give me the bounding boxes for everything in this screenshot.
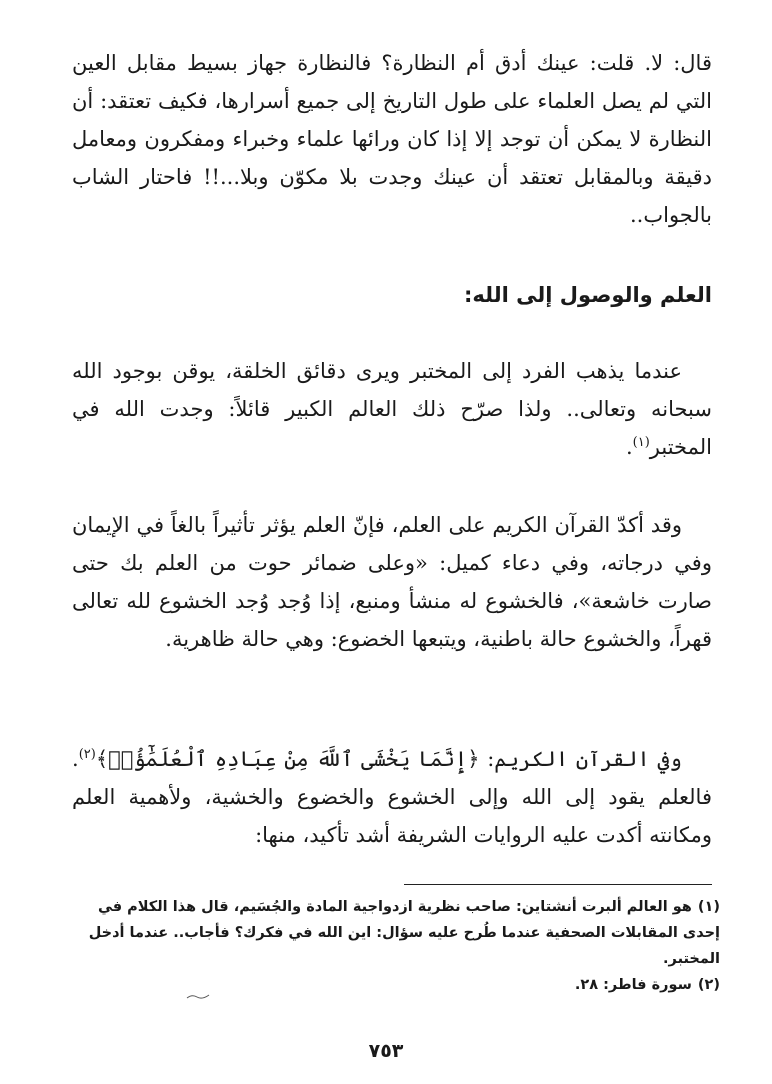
footnote-text: سورة فاطر: ٢٨.: [574, 977, 692, 993]
paragraph-quran-verse: [72, 740, 712, 854]
footnote-number: (١): [697, 899, 720, 915]
footnote-2: [72, 972, 720, 998]
footnotes: [72, 894, 720, 998]
paragraph-laboratory-text: عندما يذهب الفرد إلى المختبر ويرى دقائق الخلقة، يوقن بوجود الله سبحانه وتعالى.. ولذا صرّح ذلك العالم الكبير قائلاً: وجدت الله في المختبر: [72, 359, 712, 459]
paragraph-laboratory: [72, 352, 712, 466]
footnote-text: هو العالم ألبرت أنشتاين: صاحب نظرية ازدواجية المادة والجُسَيم، قال هذا الكلام في إحدى المقابلات الصحفية عندما طُرح عليه سؤال: اين الله في فكرك؟ فأجاب.. عندما أدخل المختبر.: [88, 899, 720, 967]
footnote-number: (٢): [697, 977, 720, 993]
footnote-ref-2: (٢): [78, 747, 96, 762]
quran-verse: ﴿إِنَّمَا يَخْشَى ٱللَّهَ مِنْ عِبَادِهِ ٱلْعُلَمَٰٓؤُا۟﴾: [95, 747, 480, 771]
footnote-1: [72, 894, 720, 972]
paragraph-laboratory-end: .: [625, 435, 633, 459]
page-number: ٧٥٣: [368, 1040, 404, 1062]
footnote-separator: [404, 884, 712, 885]
verse-intro: وفي القرآن الكريم:: [487, 747, 682, 771]
paragraph-dialogue: قال: لا. قلت: عينك أدق أم النظارة؟ فالنظارة جهاز بسيط مقابل العين التي لم يصل العلماء على طول التاريخ إلى جميع أسرارها، فكيف تعتقد: أن النظارة لا يمكن أن توجد إلا إذا كان ورائها علماء وخبراء ومفكرون ومعامل دقيقة وبالمقابل تعتقد أن عينك وجدت بلا مكوّن وبلا...!! فاحتار الشاب بالجواب..: [72, 51, 712, 227]
verse-continuation: . فالعلم يقود إلى الله وإلى الخشوع والخضوع والخشية، ولأهمية العلم ومكانته أكدت عليه الروايات الشريفة أشد تأكيد، منها:: [72, 747, 712, 847]
footnote-ref-1: (١): [632, 435, 650, 450]
paragraph-quran-knowledge: وقد أكدّ القرآن الكريم على العلم، فإنّ العلم يؤثر تأثيراً بالغاً في الإيمان وفي درجاته، وفي دعاء كميل: «وعلى ضمائر حوت من العلم بك حتى صارت خاشعة»، فالخشوع له منشأ ومنبع، إذا وُجد وُجد الخشوع لله تعالى قهراً، والخشوع حالة باطنية، ويتبعها الخضوع: وهي حالة ظاهرية.: [72, 513, 712, 651]
pen-mark: [186, 992, 210, 1000]
section-heading: العلم والوصول إلى الله:: [463, 283, 712, 307]
